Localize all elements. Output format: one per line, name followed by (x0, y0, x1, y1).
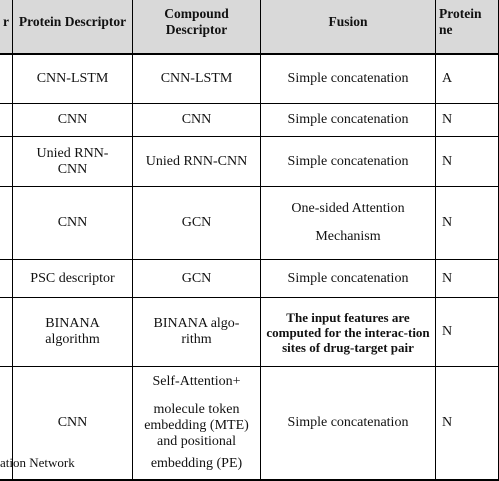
cell-network: N (436, 367, 499, 481)
header-fusion: Fusion (261, 0, 436, 54)
cell-compound: CNN (133, 104, 261, 137)
cell-fusion: Simple concatenation (261, 137, 436, 187)
cell-fusion: Simple concatenation (261, 260, 436, 298)
header-compound-descriptor: Compound Descriptor (133, 0, 261, 54)
compound-line: and positional (157, 434, 236, 449)
table-row (0, 104, 499, 137)
cell-protein: CNN-LSTM (13, 54, 133, 104)
table-row (0, 298, 499, 367)
compound-line: embedding (MTE) (144, 418, 249, 433)
cell-fusion: Simple concatenation (261, 54, 436, 104)
cell-network: A (436, 54, 499, 104)
cell-protein: Unied RNN-CNN (13, 137, 133, 187)
cell-compound: GCN (133, 187, 261, 260)
cell-fusion (261, 187, 436, 260)
compound-line: molecule token (153, 402, 240, 417)
cell-protein: PSC descriptor (13, 260, 133, 298)
cell-year (0, 137, 13, 187)
compound-line: BINANA algo- (153, 316, 240, 331)
table-footnote: ation Network (0, 455, 75, 470)
cell-network: N (436, 187, 499, 260)
cell-protein: CNN (13, 187, 133, 260)
header-protein-descriptor: Protein Descriptor (13, 0, 133, 54)
protein-line: algorithm (45, 332, 100, 347)
cell-fusion: Simple concatenation (261, 367, 436, 481)
cell-year (0, 104, 13, 137)
fusion-line: Mechanism (315, 229, 381, 244)
cell-compound: CNN-LSTM (133, 54, 261, 104)
compound-line: rithm (181, 332, 212, 347)
cell-network: N (436, 104, 499, 137)
table-header-row (0, 0, 499, 54)
cell-protein: CNN (13, 367, 133, 481)
protein-line: BINANA (45, 316, 100, 331)
table-row (0, 137, 499, 187)
cell-compound: GCN (133, 260, 261, 298)
cell-compound: Unied RNN-CNN (133, 137, 261, 187)
compound-line: embedding (PE) (150, 456, 243, 471)
cell-network: N (436, 260, 499, 298)
cell-compound (133, 367, 261, 481)
cell-compound (133, 298, 261, 367)
header-protein-network: Protein ne (436, 0, 499, 54)
table-row (0, 187, 499, 260)
compound-line: Self-Attention+ (152, 374, 241, 389)
fusion-line: One-sided Attention (291, 201, 405, 216)
cell-network: N (436, 298, 499, 367)
table-row (0, 54, 499, 104)
cell-year (0, 298, 13, 367)
cell-year (0, 260, 13, 298)
cell-network: N (436, 137, 499, 187)
header-year: r (0, 0, 13, 54)
cell-protein: CNN (13, 104, 133, 137)
table-row (0, 260, 499, 298)
cell-year (0, 187, 13, 260)
cell-fusion: The input features are computed for the interac-tion sites of drug-target pair (261, 298, 436, 367)
cell-year (0, 54, 13, 104)
cell-protein (13, 298, 133, 367)
cell-fusion: Simple concatenation (261, 104, 436, 137)
